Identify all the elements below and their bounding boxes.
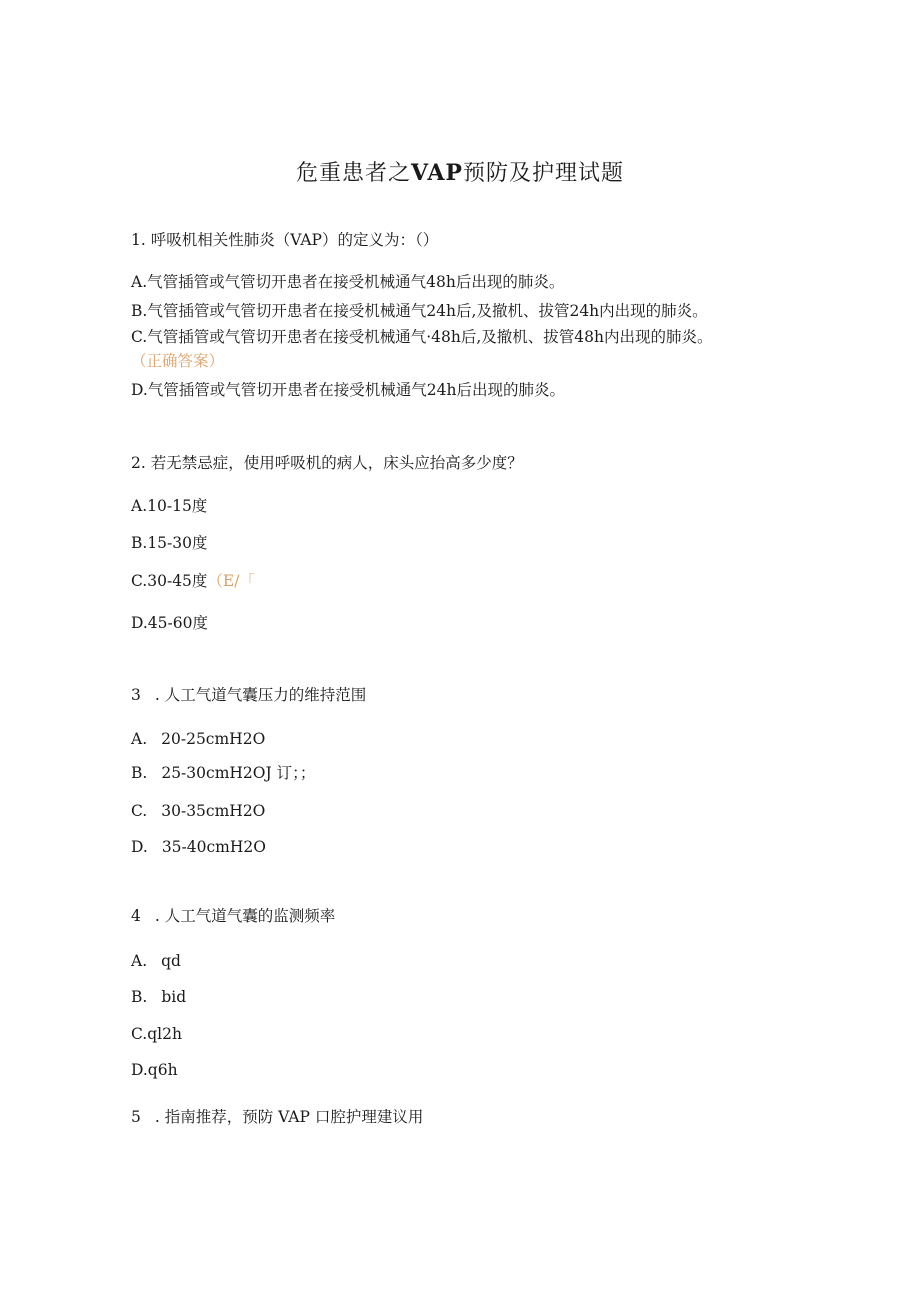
question-1-option-c: C.气管插管或气管切开患者在接受机械通气·48h后,及撤机、拔管48h内出现的肺炎。 xyxy=(131,328,713,346)
question-3-option-c-letter: C. xyxy=(131,802,148,820)
question-1-option-d: D.气管插管或气管切开患者在接受机械通气24h后出现的肺炎。 xyxy=(131,381,566,399)
question-4-option-a-letter: A. xyxy=(131,952,148,970)
question-2-option-b: B.15-30度 xyxy=(131,534,208,552)
question-4-option-a-text: qd xyxy=(161,952,181,970)
question-3-number: 3 xyxy=(131,686,141,704)
question-3-option-b xyxy=(131,763,315,783)
question-2-option-d: D.45-60度 xyxy=(131,614,208,632)
title-prefix: 危重患者之 xyxy=(295,161,411,186)
question-3-option-d xyxy=(131,837,266,857)
question-3-option-c xyxy=(131,801,265,821)
question-4-number: 4 xyxy=(131,907,141,925)
question-1-option-a: A.气管插管或气管切开患者在接受机械通气48h后出现的肺炎。 xyxy=(131,273,565,291)
question-4-option-d: D.q6h xyxy=(131,1061,178,1079)
question-4-option-b-letter: B. xyxy=(131,988,148,1006)
question-3-text: . 人工气道气囊压力的维持范围 xyxy=(154,686,367,704)
document-title xyxy=(0,156,920,187)
question-2-option-c xyxy=(131,571,255,591)
question-3-option-a-text: 20-25cmH2O xyxy=(161,730,266,748)
question-3-option-a-letter: A. xyxy=(131,730,148,748)
question-1-answer-mark: （正确答案） xyxy=(131,352,225,370)
question-3-option-b-text: 25-30cmH2OJ 订；； xyxy=(161,764,316,782)
question-2-option-c-text: C.30-45度 xyxy=(131,572,208,590)
question-3-option-b-letter: B. xyxy=(131,764,148,782)
question-5-number: 5 xyxy=(131,1108,141,1126)
question-1-stem: 1. 呼吸机相关性肺炎（VAP）的定义为：（） xyxy=(131,231,439,249)
question-3-option-c-text: 30-35cmH2O xyxy=(161,802,266,820)
question-4-option-b-text: bid xyxy=(161,988,187,1006)
title-vap: VAP xyxy=(411,160,463,186)
question-5-text: . 指南推荐，预防 VAP 口腔护理建议用 xyxy=(154,1108,424,1126)
question-1-option-b: B.气管插管或气管切开患者在接受机械通气24h后,及撤机、拔管24h内出现的肺炎。 xyxy=(131,302,708,320)
title-suffix: 预防及护理试题 xyxy=(462,161,624,186)
question-4-option-c: C.ql2h xyxy=(131,1025,182,1043)
question-5-stem xyxy=(131,1107,423,1127)
question-4-option-a xyxy=(131,951,181,971)
question-3-option-a xyxy=(131,729,265,749)
question-3-option-d-letter: D. xyxy=(131,838,148,856)
question-4-stem xyxy=(131,906,335,926)
question-2-stem: 2. 若无禁忌症，使用呼吸机的病人，床头应抬高多少度？ xyxy=(131,454,523,472)
question-3-option-d-text: 35-40cmH2O xyxy=(161,838,266,856)
question-4-text: . 人工气道气囊的监测频率 xyxy=(154,907,336,925)
question-2-option-a: A.10-15度 xyxy=(131,497,208,515)
question-3-stem xyxy=(131,685,366,705)
question-2-answer-mark: （E/「 xyxy=(207,572,255,590)
question-4-option-b xyxy=(131,987,186,1007)
